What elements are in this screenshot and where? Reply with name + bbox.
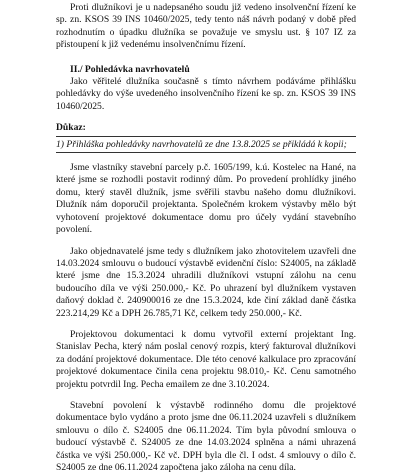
paragraph-claim: Jako věřitelé dlužníka současně s tímto návrhem podáváme přihlášku pohledávky do výše uvedeného insolvenčního řízení ke sp. zn. KSOS 39 INS 10460/2025. — [56, 76, 356, 112]
paragraph-contract: Jako objednavatelé jsme tedy s dlužníkem jako zhotovitelem uzavřeli dne 14.03.2024 smlouvu o budoucí výstavbě evidenční číslo: S24005, na základě které jsme dne 15.3.2024 uhradili dlužníkovi vstupní zálohu na cenu budoucího díla ve výši 250.000,- Kč. Po uhrazení byl dlužníkem vystaven daňový doklad č. 240900016 ze dne 15.3.2024, kde činí základ daně částka 223.214,29 Kč a DPH 26.785,71 Kč, celkem tedy 250.000,- Kč. — [56, 245, 356, 319]
paragraph-permit: Stavební povolení k výstavbě rodinného domu dle projektové dokumentace bylo vydáno a proto jsme dne 06.11.2024 uzavřeli s dlužníkem smlouvu o dílo č. S24005 dne 06.11.2024. Tím byla původní smlouva o budoucí výstavbě č. S24005 ze dne 14.03.2024 splněna a námi uhrazená částka ve výši 250.000,- Kč vč. DPH byla dle čl. I odst. 4 smlouvy o dílo č. S24005 ze dne 06.11.2024 započtena jako záloha na cenu díla. — [56, 399, 356, 473]
paragraph-intro: Proti dlužníkovi je u nadepsaného soudu již vedeno insolvenční řízení ke sp. zn. KSOS 39 INS 10460/2025, tedy tento náš návrh podaný v době před rozhodnutím o úpadku dlužníka se považuje ve smyslu ust. § 107 IZ za přistoupení k již vedenému insolvenčnímu řízení. — [56, 2, 356, 51]
evidence-rule-bottom — [56, 152, 356, 153]
section-heading: II./ Pohledávka navrhovatelů — [70, 63, 190, 75]
evidence-label: Důkaz: — [56, 122, 86, 134]
paragraph-project: Projektovou dokumentaci k domu vytvořil externí projektant Ing. Stanislav Pecha, který nám poslal cenový rozpis, který fakturoval dlužníkovi za dodání projektové dokumentace. Dle této cenové kalkulace pro zpracování projektové dokumentace činila cena projektu 98.010,- Kč. Cenu samotného projektu potvrdil Ing. Pecha emailem ze dne 3.10.2024. — [56, 328, 356, 390]
evidence-rule — [56, 136, 356, 137]
evidence-item: 1) Přihláška pohledávky navrhovatelů ze dne 13.8.2025 se přikládá k kopii; — [56, 138, 347, 150]
paragraph-ownership: Jsme vlastníky stavební parcely p.č. 1605/199, k.ú. Kostelec na Hané, na které jsme se rozhodli postavit rodinný dům. Po provedení prohlídky jiného domu, který stavěl dlužník, jsme svěřili stavbu našeho domu dlužníkovi. Dlužník nám doporučil projektanta. Společném krokem výstavby mělo být vyhotovení projektové dokumentace domu pro účely vydání stavebního povolení. — [56, 162, 356, 236]
